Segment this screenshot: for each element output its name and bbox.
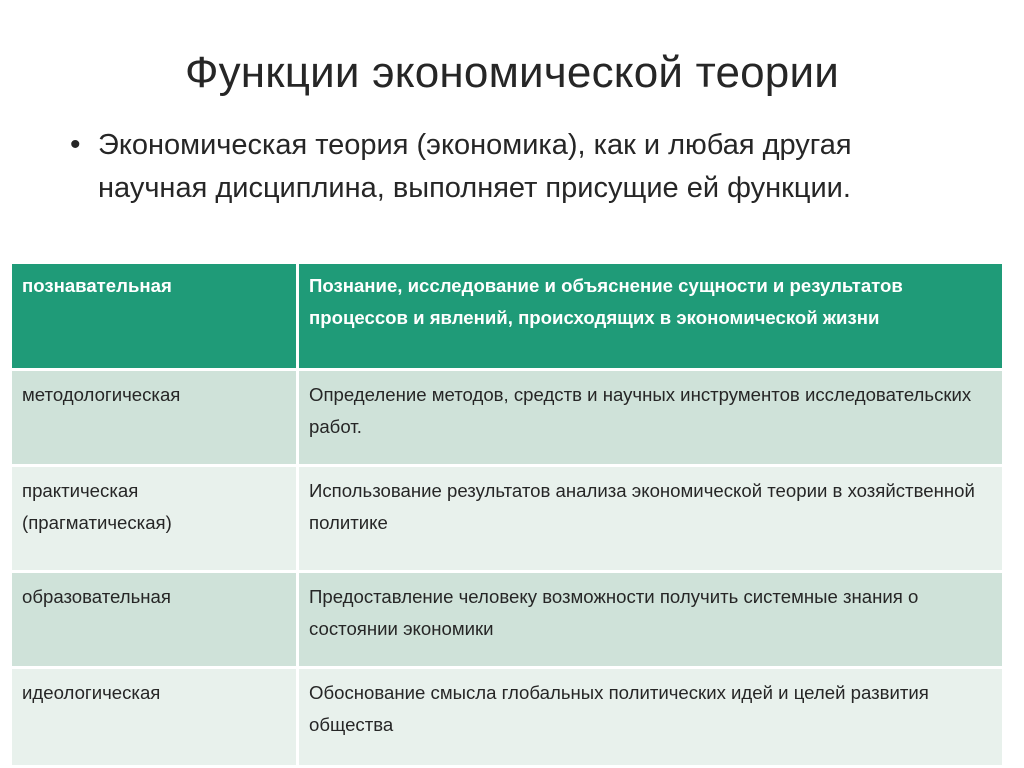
table-row	[12, 573, 1002, 669]
bullet-text: Экономическая теория (экономика), как и любая другая научная дисциплина, выполняет присущие ей функции.	[98, 129, 852, 204]
function-description-cell: Предоставление человеку возможности получить системные знания о состоянии экономики	[309, 586, 919, 639]
bullet-marker: •	[70, 128, 81, 161]
function-name-cell: образовательная	[12, 573, 299, 666]
function-description-cell: Использование результатов анализа экономической теории в хозяйственной политике	[309, 480, 975, 533]
table-row	[12, 467, 1002, 573]
table-row	[12, 264, 1002, 371]
functions-table	[12, 264, 1002, 768]
function-description-cell: Познание, исследование и объяснение сущности и результатов процессов и явлений, происходящих в экономической жизни	[309, 275, 903, 328]
function-name-cell: идеологическая	[12, 669, 299, 765]
function-description-cell: Определение методов, средств и научных инструментов исследовательских работ.	[309, 384, 972, 437]
table-row	[12, 371, 1002, 467]
table-row	[12, 669, 1002, 768]
bullet-item	[70, 124, 970, 210]
slide-title: Функции экономической теории	[184, 48, 840, 97]
function-name-cell: методологическая	[12, 371, 299, 464]
function-name-cell: познавательная	[12, 264, 299, 368]
function-description-cell: Обоснование смысла глобальных политических идей и целей развития общества	[309, 682, 929, 735]
function-name-cell: практическая (прагматическая)	[12, 467, 299, 570]
